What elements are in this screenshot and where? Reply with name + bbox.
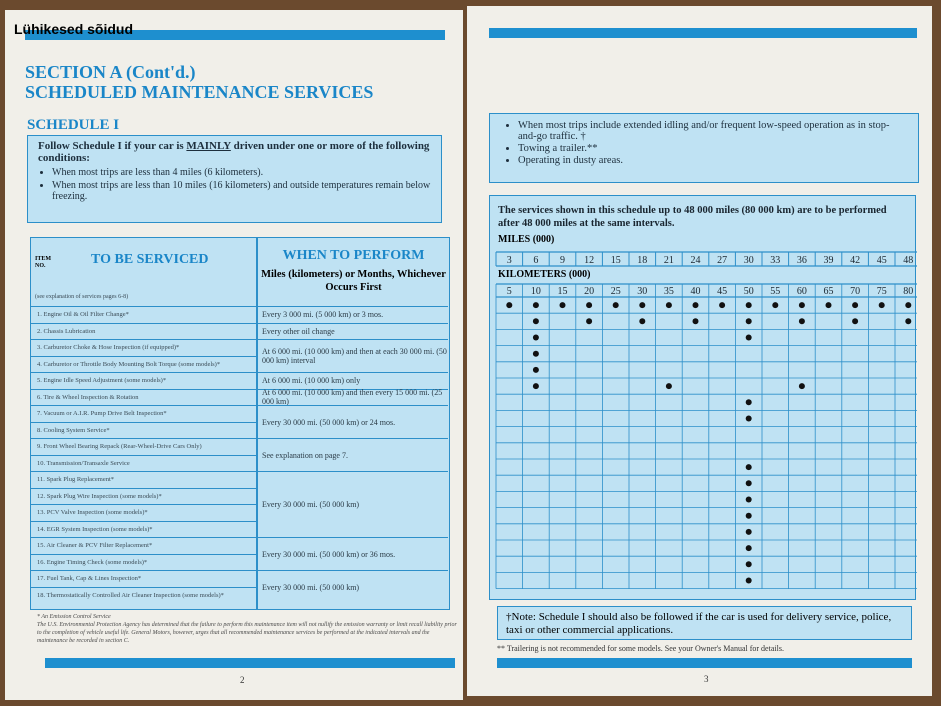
explanation-note: (see explanation of services pages 6-8)	[35, 294, 129, 300]
miles-tick-label: 27	[717, 255, 728, 266]
service-dot	[533, 367, 539, 373]
right-page	[467, 6, 932, 696]
interval-cell: At 6 000 mi. (10 000 km) only	[258, 372, 448, 389]
page-number-right: 3	[704, 674, 709, 684]
service-dot	[560, 302, 566, 308]
service-dot	[533, 335, 539, 341]
miles-tick-label: 42	[850, 255, 861, 266]
km-tick-label: 50	[743, 286, 754, 297]
service-item-row: 2. Chassis Lubrication	[31, 323, 256, 340]
service-item-row: 3. Carburetor Choke & Hose Inspection (if equipped)*	[31, 339, 256, 356]
service-item-row: 13. PCV Valve Inspection (some models)*	[31, 504, 256, 521]
service-dot	[746, 578, 752, 584]
miles-tick-label: 12	[584, 255, 595, 266]
service-dot	[533, 383, 539, 389]
service-item-row: 9. Front Wheel Bearing Repack (Rear-Wheel-Drive Cars Only)	[31, 438, 256, 455]
km-tick-label: 65	[823, 286, 834, 297]
top-stripe-right	[489, 28, 917, 38]
miles-tick-label: 30	[743, 255, 754, 266]
miles-tick-label: 36	[796, 255, 807, 266]
service-dot	[799, 318, 805, 324]
when-to-perform-header: WHEN TO PERFORM	[282, 248, 425, 263]
service-dot	[533, 318, 539, 324]
service-item-row: 15. Air Cleaner & PCV Filter Replacement*	[31, 537, 256, 554]
miles-tick-label: 39	[823, 255, 834, 266]
condition-item: • When most trips include extended idling and/or frequent low-speed operation as in stop-and-go traffic. †	[518, 120, 904, 142]
grid-lead: The services shown in this schedule up to 48 000 miles (80 000 km) are to be performed after 48 000 miles at the same intervals.	[498, 205, 887, 229]
km-tick-label: 30	[637, 286, 648, 297]
km-tick-label: 35	[663, 286, 674, 297]
service-item-row: 10. Transmission/Transaxle Service	[31, 455, 256, 472]
km-tick-label: 5	[506, 286, 512, 297]
service-dot	[639, 302, 645, 308]
service-item-row: 7. Vacuum or A.I.R. Pump Drive Belt Inspection*	[31, 405, 256, 422]
left-page	[5, 10, 463, 700]
service-dot	[905, 302, 911, 308]
conditions-list	[38, 167, 431, 202]
km-tick-label: 80	[903, 286, 914, 297]
service-table	[30, 237, 450, 610]
page-number-left: 2	[240, 675, 245, 685]
km-tick-label: 60	[796, 286, 807, 297]
service-dot	[746, 464, 752, 470]
schedule-grid	[489, 195, 916, 600]
service-dot	[586, 302, 592, 308]
service-dot	[852, 302, 858, 308]
km-tick-label: 40	[690, 286, 701, 297]
interval-cell: Every other oil change	[258, 323, 448, 340]
conditions-box-right	[489, 113, 919, 183]
interval-header: Miles (kilometers) or Months, Whichever Occurs First	[261, 269, 446, 293]
service-dot	[666, 302, 672, 308]
miles-tick-label: 18	[637, 255, 648, 266]
service-dot	[826, 302, 832, 308]
service-dot	[746, 529, 752, 535]
service-dot	[533, 351, 539, 357]
schedule-grid-svg	[490, 196, 917, 601]
service-dot	[746, 480, 752, 486]
service-dot	[746, 416, 752, 422]
service-dot	[639, 318, 645, 324]
service-dot	[772, 302, 778, 308]
miles-tick-label: 21	[663, 255, 674, 266]
commercial-note: †Note: Schedule I should also be followed if the car is used for delivery service, police, taxi or other commercial applications.	[497, 606, 912, 640]
service-dot	[746, 302, 752, 308]
miles-tick-label: 3	[506, 255, 512, 266]
trailer-note: ** Trailering is not recommended for some models. See your Owner's Manual for details.	[497, 644, 784, 653]
bottom-stripe-right	[497, 658, 912, 668]
miles-tick-label: 9	[560, 255, 565, 266]
km-tick-label: 45	[717, 286, 728, 297]
km-tick-label: 55	[770, 286, 781, 297]
service-dot	[666, 383, 672, 389]
service-dot	[799, 302, 805, 308]
miles-tick-label: 6	[533, 255, 539, 266]
service-dot	[746, 399, 752, 405]
conditions-list-right	[504, 120, 904, 166]
service-dot	[746, 545, 752, 551]
item-no-header: ITEM NO.	[35, 256, 52, 269]
service-dot	[693, 318, 699, 324]
conditions-box	[27, 135, 442, 223]
service-dot	[746, 513, 752, 519]
km-tick-label: 20	[584, 286, 595, 297]
interval-cell: Every 30 000 mi. (50 000 km)	[258, 471, 448, 537]
service-dot	[746, 318, 752, 324]
condition-item: • When most trips are less than 4 miles (6 kilometers).	[52, 167, 431, 178]
interval-cell: Every 30 000 mi. (50 000 km)	[258, 570, 448, 603]
service-item-row: 18. Thermostatically Controlled Air Cleaner Inspection (some models)*	[31, 587, 256, 604]
service-dot	[879, 302, 885, 308]
service-dot	[746, 497, 752, 503]
service-item-row: 14. EGR System Inspection (some models)*	[31, 521, 256, 538]
service-item-row: 11. Spark Plug Replacement*	[31, 471, 256, 488]
service-item-row: 16. Engine Timing Check (some models)*	[31, 554, 256, 571]
km-tick-label: 70	[850, 286, 861, 297]
footnote-emission: * An Emission Control Service	[37, 614, 111, 620]
km-tick-label: 10	[530, 286, 541, 297]
overlay-title: Lühikesed sõidud	[14, 21, 134, 37]
interval-cell: Every 3 000 mi. (5 000 km) or 3 mos.	[258, 306, 448, 323]
service-item-row: 1. Engine Oil & Oil Filter Change*	[31, 306, 256, 323]
service-dot	[506, 302, 512, 308]
condition-item: • Operating in dusty areas.	[518, 155, 904, 166]
km-tick-label: 25	[610, 286, 621, 297]
schedule-label: SCHEDULE I	[27, 117, 120, 133]
service-dot	[799, 383, 805, 389]
service-dot	[613, 302, 619, 308]
section-heading	[25, 62, 373, 102]
interval-cell: Every 30 000 mi. (50 000 km) or 24 mos.	[258, 405, 448, 438]
interval-cell: At 6 000 mi. (10 000 km) and then every 15 000 mi. (25 000 km)	[258, 389, 448, 406]
heading-line-1: SECTION A (Cont'd.)	[25, 62, 196, 82]
km-label: KILOMETERS (000)	[498, 269, 591, 280]
miles-tick-label: 15	[610, 255, 621, 266]
interval-cell: See explanation on page 7.	[258, 438, 448, 471]
service-item-row: 4. Carburetor or Throttle Body Mounting Bolt Torque (some models)*	[31, 356, 256, 373]
service-item-row: 6. Tire & Wheel Inspection & Rotation	[31, 389, 256, 406]
footnote-epa: The U.S. Environmental Protection Agency has determined that the failure to perform this maintenance item will not nullify the emission warranty or limit recall liability prior to the completion of vehicle useful life. General Motors, however, urges that all recommended maintenance services be performed at the indicated intervals and the maintenance be recorded in section C.	[37, 622, 457, 644]
km-tick-label: 15	[557, 286, 568, 297]
bottom-stripe	[45, 658, 455, 668]
service-dot	[905, 318, 911, 324]
conditions-lead: Follow Schedule I if your car is MAINLY driven under one or more of the following conditions:	[38, 140, 430, 164]
service-dot	[586, 318, 592, 324]
service-dot	[746, 561, 752, 567]
service-item-row: 17. Fuel Tank, Cap & Lines Inspection*	[31, 570, 256, 587]
to-be-serviced-header: TO BE SERVICED	[91, 252, 209, 267]
service-dot	[533, 302, 539, 308]
footnotes	[37, 613, 457, 645]
interval-cell: Every 30 000 mi. (50 000 km) or 36 mos.	[258, 537, 448, 570]
km-tick-label: 75	[876, 286, 887, 297]
service-item-row: 5. Engine Idle Speed Adjustment (some models)*	[31, 372, 256, 389]
condition-item: • When most trips are less than 10 miles (16 kilometers) and outside temperatures remain below freezing.	[52, 180, 431, 202]
service-dot	[746, 335, 752, 341]
service-dot	[719, 302, 725, 308]
miles-tick-label: 33	[770, 255, 781, 266]
condition-item: • Towing a trailer.**	[518, 143, 904, 154]
service-item-row: 8. Cooling System Service*	[31, 422, 256, 439]
miles-tick-label: 24	[690, 255, 701, 266]
service-item-row: 12. Spark Plug Wire Inspection (some models)*	[31, 488, 256, 505]
heading-line-2: SCHEDULED MAINTENANCE SERVICES	[25, 82, 374, 102]
miles-tick-label: 45	[876, 255, 887, 266]
miles-label: MILES (000)	[498, 234, 555, 245]
miles-tick-label: 48	[903, 255, 914, 266]
service-dot	[693, 302, 699, 308]
service-dot	[852, 318, 858, 324]
interval-cell: At 6 000 mi. (10 000 km) and then at each 30 000 mi. (50 000 km) interval	[258, 339, 448, 372]
